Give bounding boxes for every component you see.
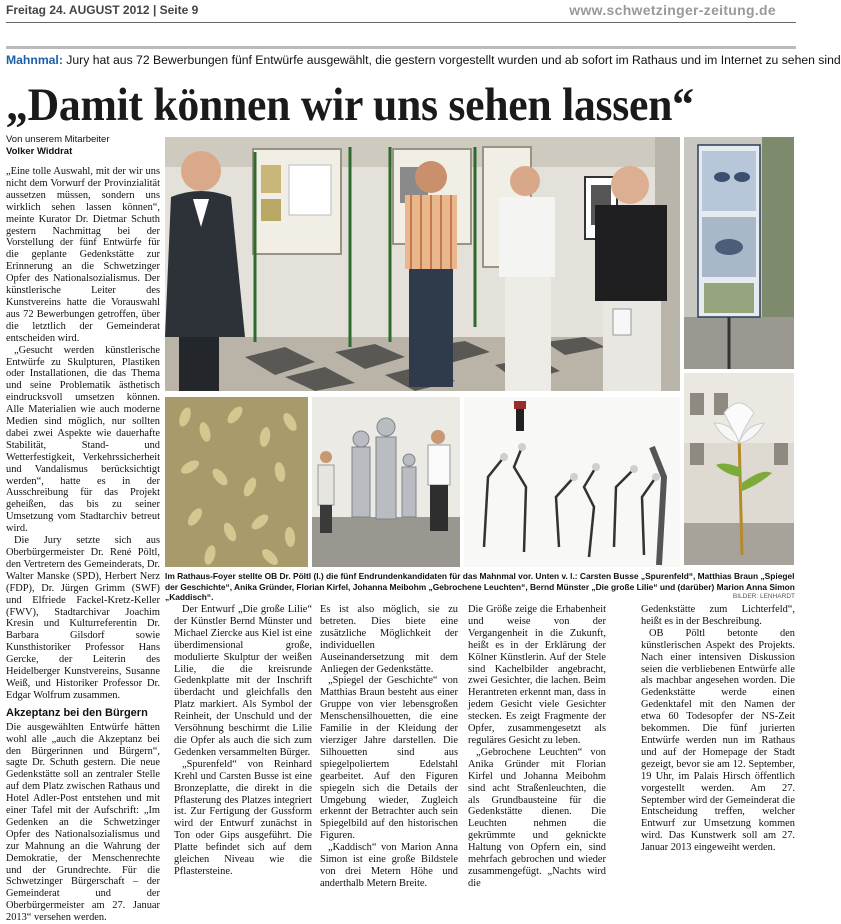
caption-text: Im Rathaus-Foyer stellte OB Dr. Pöltl (l.) die fünf Endrundenkandidaten für das Mahnmal vor. Unten v. l.: Carsten Busse „Spurenfeld“, Matthias Braun „Spiegel der Geschichte“, Anika Gründer, Florian Kirfel, Johanna Meibohm „Gebrochene Leuchten“, Bernd Münster „Die große Lilie“ und (darüber) Marion Anna Simon „Kaddisch“. — [165, 571, 795, 602]
paragraph: „Spurenfeld“ von Reinhard Krehl und Carsten Busse ist eine Bronzeplatte, die direkt in die Pflasterung des Platzes integriert ist. Zur Fertigung der Gussform wird der Entwurf zunächst in Ton oder Gips ausgeführt. Die Platte befindet sich auf dem gleichen Niveau wie die Pflastersteine. — [174, 758, 312, 877]
article-column-3 — [320, 604, 458, 889]
paragraph: OB Pöltl betonte den künstlerischen Aspekt des Projekts. Nach einer intensiven Diskussion seien die verbliebenen Entwürfe alle als machbar angesehen worden. Die Gedenkstätte werde einen Gedenktafel mit den Namen der etwa 60 Todesopfer der NS-Zeit bekommen. Die fünf jurierten Entwürfe werden nun im Rathaus und auf der Homepage der Stadt gezeigt, bevor sie am 12. September, 19 Uhr, im Palais Hirsch öffentlich vorgestellt werden. Am 27. September wird der Gemeinderat die Entscheidung treffen, welcher Entwurf zur Umsetzung kommen wird. Das Kunstwerk soll am 27. Januar 2013 eingeweiht werden. — [641, 627, 795, 854]
paragraph: „Gesucht werden künstlerische Entwürfe zu Skulpturen, Plastiken oder Installationen, die das Thema und seine Problematik ästhetisch eindrucksvoll umsetzen können. Alle Materialien wie auch moderne Medien sind möglich, nur sollten dabei zwei Aspekte wie dauerhafte Stabilität, Stand- und Wetterfestigkeit, Verkehrssicherheit und Vandalismus berücksichtigt werden“, hatte es in der Ausschreibung für das Projekt geheißen, das bis zu seiner Umsetzung vom Stadtarchiv betreut wird. — [6, 344, 160, 535]
paragraph: Die ausgewählten Entwürfe hätten wohl alle „auch die Akzeptanz bei den Bürgerinnen und Bürgern“, sagte Dr. Schuth gestern. Die neue Gedenkstätte soll an zentraler Stelle auf dem Platz zwischen Rathaus und Hotel Adler-Post entstehen und mit einer Tafel mit der Aufschrift: „Im Gedenken an die Schwetzinger Opfer des Nationalsozialismus und zur Mahnung an die Wahrung der Demokratie, der Menschenrechte und der Grundrechte. Für die Schwetzinger Bürgerschaft – der Gemeinderat und der Oberbürgermeister am 27. Januar 2013“ versehen werden. — [6, 721, 160, 924]
kaddisch-photo — [684, 137, 794, 369]
date-page-label: Freitag 24. AUGUST 2012 | Seite 9 — [6, 3, 199, 17]
paragraph: „Eine tolle Auswahl, mit der wir uns nicht dem Vorwurf der Provinzialität aussetzen müssen, sondern uns wirklich sehen lassen können“, meinte Kurator Dr. Dietmar Schuth gestern Nachmittag bei der Vorstellung der fünf Entwürfe für die geplante Gedenkstätte zur Erinnerung an die Schwetzinger Opfer des Nationalsozialismus. Der künstlerische Leiter des Kunstvereins hatte die Vorauswahl aus 72 Bewerbungen getroffen, über die letztlich der Gemeinderat entscheiden wird. — [6, 166, 160, 344]
paragraph: Der Entwurf „Die große Lilie“ der Künstler Bernd Münster und Michael Ziercke aus Kiel ist eine überdimensional große, modulierte Skulptur der weißen Lilie, die die kreisrunde Gedenkplatte mit der Inschrift überdacht und gleichfalls den Platz markiert. Als Symbol der Reinheit, der Unschuld und der Versöhnung beschirmt die Lilie die Opfer als auch die sich zum Gedenken versammelten Bürger. — [174, 604, 312, 758]
photo-caption — [165, 571, 795, 603]
leuchten-photo — [464, 397, 680, 567]
kicker-label: Mahnmal: — [6, 53, 63, 67]
article-column-5 — [641, 604, 795, 854]
spiegel-photo — [312, 397, 460, 567]
paragraph: Es ist also möglich, sie zu betreten. Dies biete eine zusätzliche Möglichkeit der individuellen Auseinandersetzung mit dem Anliegen der Gedenkstätte. — [320, 604, 458, 675]
paragraph: „Spiegel der Geschichte“ von Matthias Braun besteht aus einer Gruppe von vier lebensgroßen Menschensilhouetten, die eine Familie in der Kleidung der vierziger Jahre darstellen. Die Silhouetten sind aus spiegelpoliertem Edelstahl gearbeitet. Auf den Figuren spiegeln sich die Details der Umgebung wieder, Zugleich erkennt der Betrachter auch sein Spiegelbild auf den historischen Figuren. — [320, 675, 458, 842]
paragraph: Gedenkstätte zum Lichterfeld“, heißt es in der Beschreibung. — [641, 604, 795, 627]
spurenfeld-photo — [165, 397, 308, 567]
section-rule — [6, 46, 796, 49]
paragraph: Die Jury setzte sich aus Oberbürgermeister Dr. René Pöltl, den Vertretern des Gemeinderats, Dr. Walter Manske (SPD), Herbert Nerz (FDP), Dr. Jürgen Grimm (SWF) und Elfriede Fackel-Kretz-Keller (FWV), Stadtarchivar Joachim Kresin und Kulturreferentin Dr. Barbara Gilsdorf sowie Kunsthistoriker Professor Hans Gercke, der Leiterin des Heidelberger Kunstvereins, Susanne Weiß, und Historiker Professor Dr. Edgar Wolfrum zusammen. — [6, 535, 160, 701]
paragraph: „Gebrochene Leuchten“ von Anika Gründer mit Florian Kirfel und Johanna Meibohm sind acht Straßenleuchten, die als Grundbausteine für die Gedenkstätte dienen. Die Leuchten nehmen die gekrümmte und geknickte Haltung von Opfern ein, sind mehrfach gebrochen und wieder zusammengefügt. „Nachts wird die — [468, 746, 606, 889]
byline-intro: Von unserem Mitarbeiter — [6, 134, 110, 145]
lilie-photo — [684, 373, 794, 565]
article-column-2 — [174, 604, 312, 877]
headline: „Damit können wir uns sehen lassen“ — [6, 79, 694, 131]
kicker — [6, 53, 841, 67]
paragraph: „Kaddisch“ von Marion Anna Simon ist eine große Bildstele von drei Metern Höhe und anderthalb Metern Breite. — [320, 842, 458, 889]
paragraph: Die Größe zeige die Erhabenheit und weise von der Vergangenheit in die Zukunft, heißt es in der Erklärung der Kölner Künstlerin. Auf der Stele sind Kachelbilder angebracht, zwei Gesichter, die lachen. Beim Herantreten erkennt man, dass in jedem Gesicht viele Gesichter stecken. Es zeigt Fragmente der Opfer, zusammengesetzt als reguläres Gesicht zu leben. — [468, 604, 606, 746]
main-group-photo — [165, 137, 680, 391]
byline-author: Volker Widdrat — [6, 146, 73, 157]
article-column-1 — [6, 166, 160, 924]
subheading: Akzeptanz bei den Bürgern — [6, 706, 148, 719]
kicker-text: Jury hat aus 72 Bewerbungen fünf Entwürfe ausgewählt, die gestern vorgestellt wurden und ab sofort im Rathaus und im Internet zu sehen sind — [66, 53, 841, 67]
article-column-4 — [468, 604, 606, 889]
site-url[interactable]: www.schwetzinger-zeitung.de — [569, 2, 776, 18]
page-header — [0, 0, 800, 22]
photo-credit: BILDER: LENHARDT — [732, 593, 795, 600]
header-rule — [6, 22, 796, 23]
byline — [6, 134, 110, 158]
